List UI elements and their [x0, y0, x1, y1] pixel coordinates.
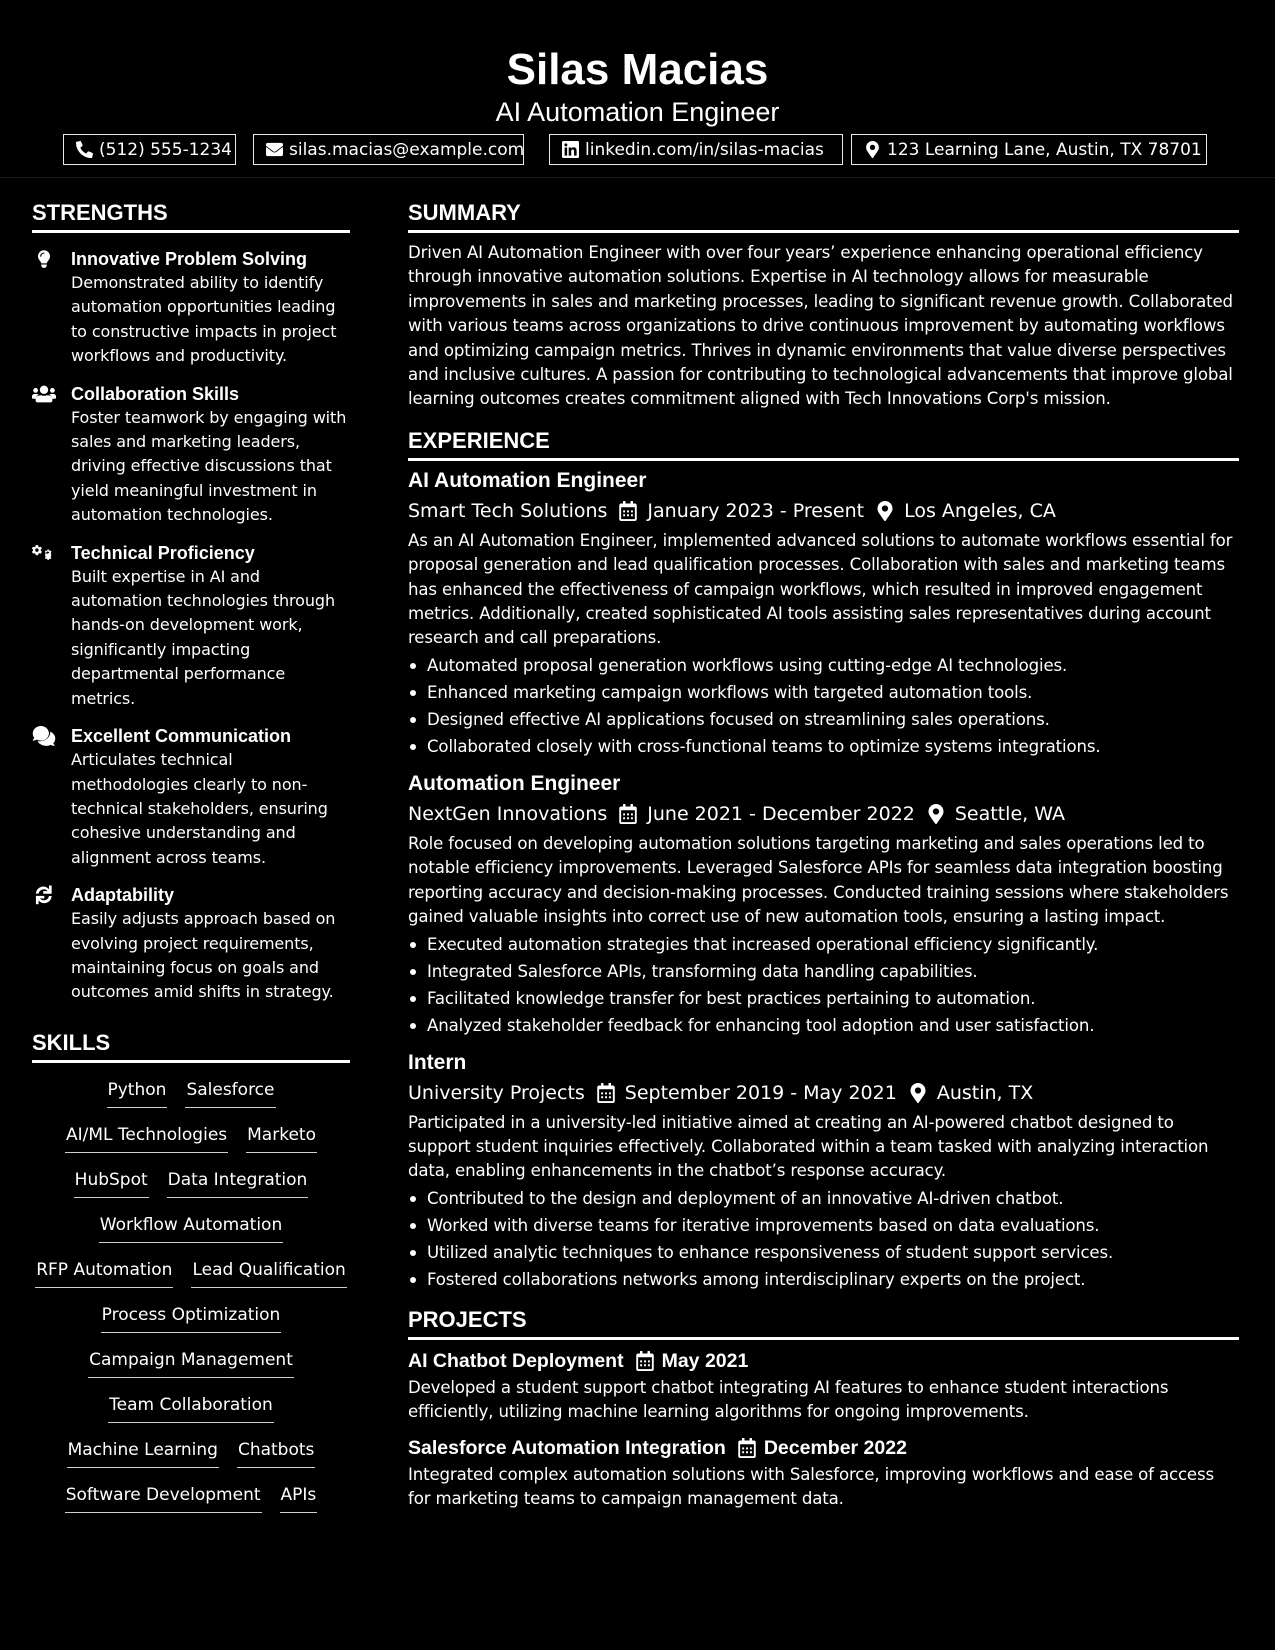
skill-tag: Workflow Automation — [99, 1212, 283, 1243]
job-location: Austin, TX — [936, 1081, 1034, 1104]
calendar-icon — [636, 1351, 654, 1371]
bullet-item: Integrated Salesforce APIs, transforming data handling capabilities. — [408, 958, 1239, 985]
strengths-heading: STRENGTHS — [32, 200, 350, 233]
strength-title: Innovative Problem Solving — [71, 249, 308, 269]
skill-tag: Python — [107, 1077, 168, 1108]
job-desc: As an AI Automation Engineer, implemented advanced solutions to automate workflows essential for proposal generation and lead qualification processes. Collaboration with sales and marketing teams has enhanced the effectiveness of campaign workflows, which resulted in improved engagement metrics. Additionally, created sophisticated AI tools assisting sales representatives during account research and call preparations. — [408, 530, 1233, 648]
skill-tag: Team Collaboration — [108, 1392, 274, 1423]
bullet-item: Worked with diverse teams for iterative improvements based on data evaluations. — [408, 1212, 1239, 1239]
skill-row — [32, 1122, 350, 1153]
contact-email-text: silas.macias@example.com — [289, 139, 525, 160]
skill-row — [32, 1167, 350, 1198]
contact-phone[interactable] — [63, 134, 236, 165]
strength-title: Adaptability — [71, 885, 175, 906]
project-entry — [408, 1433, 1239, 1512]
comments-icon — [32, 726, 56, 746]
bullet-item: Automated proposal generation workflows using cutting-edge AI technologies. — [408, 652, 1239, 679]
bullet-item: Fostered collaborations networks among interdisciplinary experts on the project. — [408, 1266, 1239, 1293]
contact-bar — [63, 134, 1213, 165]
project-title: Salesforce Automation Integration — [408, 1436, 726, 1459]
project-header — [408, 1433, 1239, 1463]
strength-item — [32, 541, 350, 711]
skill-tag: Campaign Management — [88, 1347, 294, 1378]
bullet-item: Utilized analytic techniques to enhance responsiveness of student support services. — [408, 1239, 1239, 1266]
skill-row — [32, 1077, 350, 1108]
bullet-item: Facilitated knowledge transfer for best practices pertaining to automation. — [408, 985, 1239, 1012]
job-meta — [408, 798, 1239, 830]
map-pin-icon — [909, 1083, 927, 1103]
strength-title: Collaboration Skills — [71, 383, 240, 404]
skill-row — [32, 1437, 350, 1468]
contact-address-text: 123 Learning Lane, Austin, TX 78701 — [887, 139, 1202, 160]
strength-item — [32, 247, 350, 369]
map-pin-icon — [864, 141, 881, 158]
contact-linkedin-text: linkedin.com/in/silas-macias — [585, 139, 824, 160]
job-company: University Projects — [408, 1081, 585, 1104]
job-entry — [408, 467, 1239, 760]
strength-item — [32, 724, 350, 870]
candidate-name: Silas Macias — [506, 45, 769, 94]
skill-row — [32, 1392, 350, 1423]
bullet-item: Enhanced marketing campaign workflows with targeted automation tools. — [408, 679, 1239, 706]
job-entry — [408, 770, 1239, 1039]
contact-email[interactable] — [253, 134, 524, 165]
job-bullets — [408, 931, 1239, 1039]
calendar-icon — [619, 804, 637, 824]
skill-row — [32, 1212, 350, 1243]
skill-tag: Software Development — [65, 1482, 262, 1513]
strength-item — [32, 382, 350, 528]
job-desc: Role focused on developing automation solutions targeting marketing and sales operations led to notable efficiency improvements. Leveraged Salesforce APIs for seamless data integration boosting reporting accuracy and decision-making processes. Conducted training sessions where stakeholders gained valuable insights into correct use of new automation tools, ensuring a lasting impact. — [408, 833, 1229, 927]
skills-list — [32, 1077, 350, 1513]
contact-address[interactable] — [851, 134, 1207, 165]
users-icon — [32, 384, 56, 404]
summary-text: Driven AI Automation Engineer with over four years’ experience enhancing operational efficiency through innovative automation solutions. Expertise in AI technology allows for measurable improvements in sales and marketing processes, leading to significant revenue growth. Collaborated with various teams across organizations to drive continuous improvement by automating workflows and optimizing campaign metrics. Thrives in dynamic environments that value diverse perspectives and inclusive cultures. A passion for contributing to technological advancements that improve global learning outcomes creates commitment aligned with Tech Innovations Corp's mission. — [408, 243, 1233, 409]
skill-tag: Salesforce — [185, 1077, 275, 1108]
job-dates: January 2023 - Present — [647, 499, 865, 522]
strength-desc: Easily adjusts approach based on evolving project requirements, maintaining focus on goals and outcomes amid shifts in strategy. — [71, 909, 336, 1002]
bullet-item: Contributed to the design and deployment of an innovative AI-driven chatbot. — [408, 1185, 1239, 1212]
strength-item — [32, 883, 350, 1005]
map-pin-icon — [927, 804, 945, 824]
job-company: NextGen Innovations — [408, 802, 608, 825]
lightbulb-icon — [32, 249, 56, 269]
strength-desc: Built expertise in AI and automation technologies through hands-on development work, significantly impacting departmental performance metrics. — [71, 566, 335, 708]
job-dates: June 2021 - December 2022 — [647, 802, 915, 825]
job-bullets — [408, 1185, 1239, 1293]
bullet-item: Analyzed stakeholder feedback for enhancing tool adoption and user satisfaction. — [408, 1012, 1239, 1039]
resume-header — [0, 0, 1275, 178]
skills-heading: SKILLS — [32, 1030, 350, 1063]
left-column — [32, 178, 350, 1527]
job-bullets — [408, 652, 1239, 760]
contact-linkedin[interactable] — [549, 134, 843, 165]
bullet-item: Executed automation strategies that increased operational efficiency significantly. — [408, 931, 1239, 958]
job-title: Intern — [408, 1050, 467, 1074]
skill-tag: Lead Qualification — [191, 1257, 346, 1288]
map-pin-icon — [876, 501, 894, 521]
job-location: Los Angeles, CA — [904, 499, 1056, 522]
project-entry — [408, 1346, 1239, 1425]
strength-desc: Foster teamwork by engaging with sales and marketing leaders, driving effective discussions that yield meaningful investment in automation technologies. — [71, 407, 347, 525]
contact-phone-text: (512) 555-1234 — [99, 139, 232, 160]
strength-desc: Articulates technical methodologies clearly to non-technical stakeholders, ensuring cohesive understanding and alignment across teams. — [71, 750, 328, 867]
skill-tag: Data Integration — [167, 1167, 309, 1198]
project-date: December 2022 — [763, 1436, 907, 1459]
project-header — [408, 1346, 1239, 1376]
skill-row — [32, 1257, 350, 1288]
skill-tag: Machine Learning — [67, 1437, 219, 1468]
job-entry — [408, 1049, 1239, 1293]
linkedin-icon — [562, 141, 579, 158]
strength-title: Excellent Communication — [71, 726, 292, 747]
summary-heading: SUMMARY — [408, 200, 1239, 233]
skill-row — [32, 1482, 350, 1513]
cogs-icon — [32, 543, 56, 563]
skill-tag: Process Optimization — [101, 1302, 282, 1333]
project-desc: Developed a student support chatbot integrating AI features to enhance student interactions efficiently, utilizing machine learning algorithms for ongoing improvements. — [408, 1377, 1169, 1422]
skill-tag: HubSpot — [74, 1167, 149, 1198]
projects-heading: PROJECTS — [408, 1307, 1239, 1340]
envelope-icon — [266, 141, 283, 158]
right-column — [408, 178, 1239, 1519]
bullet-item: Collaborated closely with cross-functional teams to optimize systems integrations. — [408, 733, 1239, 760]
job-title: AI Automation Engineer — [408, 468, 647, 492]
project-title: AI Chatbot Deployment — [408, 1349, 624, 1372]
project-date: May 2021 — [661, 1349, 749, 1372]
candidate-role: AI Automation Engineer — [495, 97, 780, 127]
project-desc: Integrated complex automation solutions with Salesforce, improving workflows and ease of access for marketing teams to campaign management data. — [408, 1464, 1214, 1508]
calendar-icon — [597, 1083, 615, 1103]
skill-tag: AI/ML Technologies — [65, 1122, 228, 1153]
job-desc: Participated in a university-led initiative aimed at creating an AI-powered chatbot designed to support student inquiries effectively. Collaborated within a team tasked with analyzing interaction data, enabling enhancements in the chatbot’s response accuracy. — [408, 1112, 1209, 1181]
skill-tag: APIs — [280, 1482, 318, 1513]
skill-tag: Chatbots — [237, 1437, 315, 1468]
phone-icon — [76, 141, 93, 158]
strength-title: Technical Proficiency — [71, 542, 255, 563]
job-company: Smart Tech Solutions — [408, 499, 608, 522]
job-title: Automation Engineer — [408, 771, 621, 795]
calendar-icon — [738, 1438, 756, 1458]
sync-icon — [32, 885, 56, 905]
experience-heading: EXPERIENCE — [408, 428, 1239, 461]
job-meta — [408, 495, 1239, 527]
calendar-icon — [619, 501, 637, 521]
job-dates: September 2019 - May 2021 — [624, 1081, 897, 1104]
skill-row — [32, 1347, 350, 1378]
skill-tag: RFP Automation — [35, 1257, 173, 1288]
job-meta — [408, 1077, 1239, 1109]
skill-row — [32, 1302, 350, 1333]
strength-desc: Demonstrated ability to identify automation opportunities leading to constructive impacts in project workflows and productivity. — [71, 273, 337, 366]
bullet-item: Designed effective AI applications focused on streamlining sales operations. — [408, 706, 1239, 733]
skill-tag: Marketo — [246, 1122, 317, 1153]
job-location: Seattle, WA — [954, 802, 1065, 825]
